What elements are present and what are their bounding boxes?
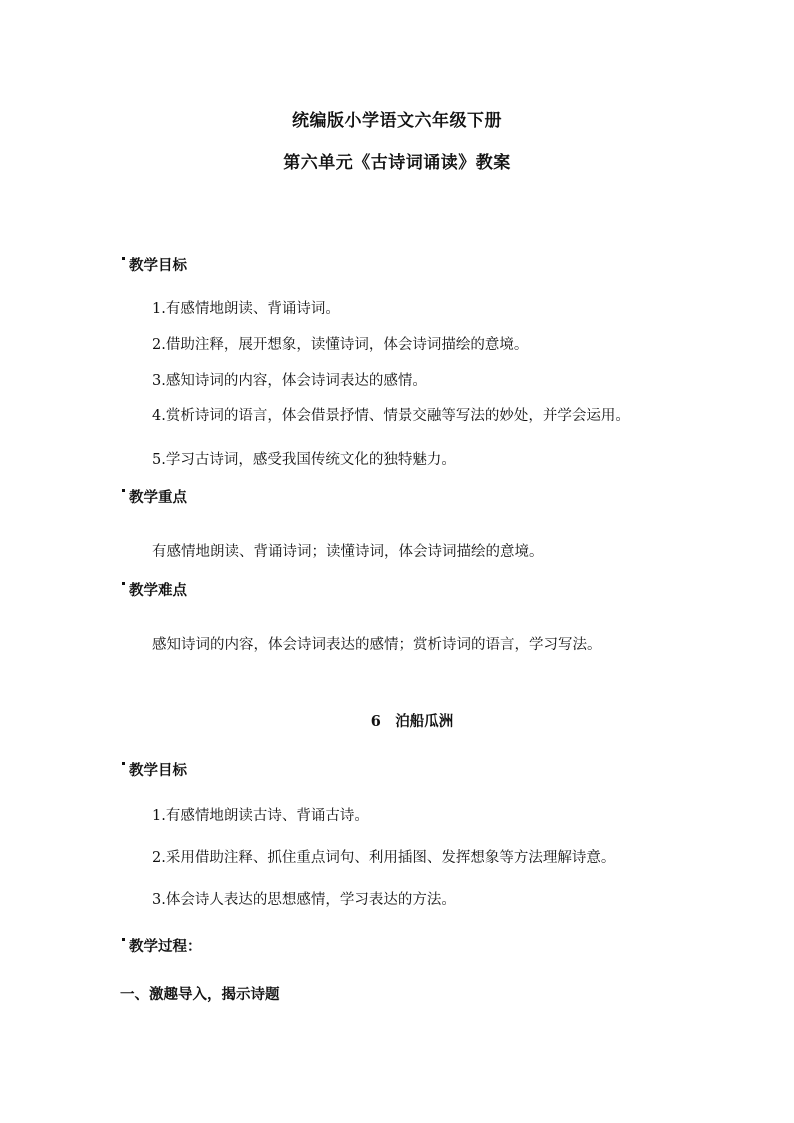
unit-goal-2: 2.借助注释，展开想象，读懂诗词，体会诗词描绘的意境。 bbox=[152, 337, 529, 353]
lesson-goal-1: 1.有感情地朗读古诗、背诵古诗。 bbox=[152, 808, 369, 824]
unit-goal-3: 3.感知诗词的内容，体会诗词表达的感情。 bbox=[152, 373, 427, 389]
lesson-goals-heading bbox=[122, 759, 187, 780]
unit-difficulty-text: 感知诗词的内容，体会诗词表达的感情；赏析诗词的语言，学习写法。 bbox=[152, 637, 602, 653]
unit-focus-text: 有感情地朗读、背诵诗词；读懂诗词，体会诗词描绘的意境。 bbox=[152, 544, 544, 560]
heading-text: 教学难点 bbox=[129, 582, 187, 599]
unit-goal-5: 5.学习古诗词，感受我国传统文化的独特魅力。 bbox=[152, 452, 456, 468]
unit-difficulty-heading bbox=[122, 579, 187, 600]
unit-goals-heading bbox=[122, 254, 187, 275]
bullet-mark bbox=[122, 582, 125, 585]
lesson-title: 6 泊船瓜洲 bbox=[370, 713, 454, 730]
unit-goal-1: 1.有感情地朗读、背诵诗词。 bbox=[152, 301, 340, 317]
unit-focus-heading bbox=[122, 486, 187, 507]
bullet-mark bbox=[122, 762, 125, 765]
lesson-goal-2: 2.采用借助注释、抓住重点词句、利用插图、发挥想象等方法理解诗意。 bbox=[152, 850, 616, 866]
document-title-line1: 统编版小学语文六年级下册 bbox=[292, 111, 502, 131]
heading-text: 教学目标 bbox=[129, 762, 187, 779]
bullet-mark bbox=[122, 489, 125, 492]
unit-goal-4: 4.赏析诗词的语言，体会借景抒情、情景交融等写法的妙处，并学会运用。 bbox=[152, 408, 630, 424]
lesson-step-1: 一、激趣导入，揭示诗题 bbox=[120, 986, 280, 1003]
heading-text: 教学重点 bbox=[129, 489, 187, 506]
bullet-mark bbox=[122, 257, 125, 260]
heading-text: 教学过程： bbox=[129, 938, 202, 955]
lesson-goal-3: 3.体会诗人表达的思想感情，学习表达的方法。 bbox=[152, 892, 456, 908]
bullet-mark bbox=[122, 938, 125, 941]
heading-text: 教学目标 bbox=[129, 257, 187, 274]
lesson-process-heading bbox=[122, 935, 202, 956]
document-title-line2: 第六单元《古诗词诵读》教案 bbox=[283, 153, 511, 173]
